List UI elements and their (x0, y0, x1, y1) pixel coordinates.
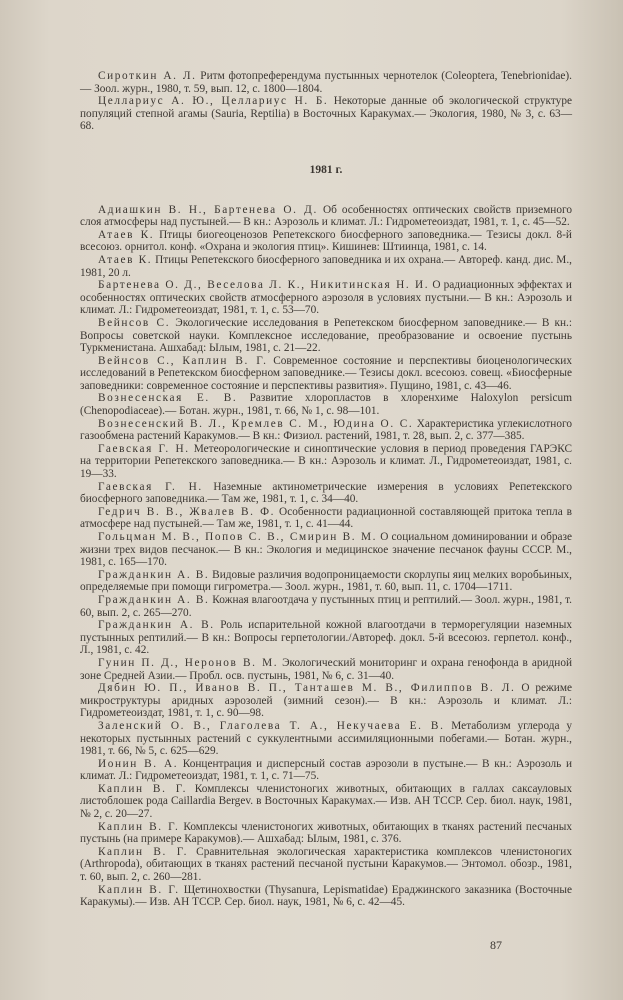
bibliography-entry (80, 821, 572, 846)
bibliography-entry (80, 418, 572, 443)
entry-text: Наземные актинометрические измерения в условиях Репетекского биосферного заповедника.— Там же, 1981, т. 1, с. 34—40. (80, 480, 572, 506)
entry-text: Щетинохвостки (Thysanura, Lepismatidae) Ераджинского заказника (Восточные Каракумы).— Изв. АН ТССР. Сер. биол. наук, 1981, № 6, с. 42—45. (80, 883, 572, 909)
bibliography-entry (80, 531, 572, 569)
entry-text: Птицы биогеоценозов Репетекского биосферного заповедника.— Тезисы докл. 8-й всесоюз. орнитол. конф. «Охрана и экология птиц». Кишинев: Штиинца, 1981, с. 14. (80, 228, 572, 254)
entry-author: Сироткин А. Л. (98, 70, 197, 82)
bibliography-entry (80, 95, 572, 133)
bibliography-entry (80, 317, 572, 355)
entry-text: Роль испарительной кожной влагоотдачи в терморегуляции наземных пустынных рептилий.— В кн.: Вопросы герпетологии./Автореф. докл. 5-й всесоюз. герпетол. конф., Л., 1981, с. 42. (80, 619, 572, 657)
year-heading: 1981 г. (309, 163, 343, 176)
entry-text: Об особенностях оптических свойств приземного слоя атмосферы над пустыней.— В кн.: Аэрозоль и климат. Л.: Гидрометеоиздат, 1981, т. 1, с. 45—52. (80, 203, 573, 229)
bibliography-entry (80, 355, 572, 393)
entry-author: Каплин В. Г. (98, 820, 180, 833)
bibliography-entry (80, 619, 572, 657)
entry-author: Каплин В. Г. (98, 883, 180, 896)
entry-author: Гражданкин А. В. (98, 568, 210, 581)
bibliography-entry (80, 506, 572, 531)
entry-author: Вознесенская Е. В. (98, 392, 238, 405)
entry-author: Каплин В. Г. (98, 782, 188, 795)
entry-author: Гедрич В. В., Жвалев В. Ф. (98, 505, 276, 518)
entry-author: Гражданкин А. В. (98, 619, 215, 632)
entry-text: О радиационных эффектах и особенностях оптических свойств атмосферного аэрозоля в условиях пустыни.— В кн.: Аэрозоль и климат. Л.: Гидрометеоиздат, 1981, т. 1, с. 53—70. (80, 279, 572, 317)
entry-text: О режиме микроструктуры аридных аэрозолей (зимний сезон).— В кн.: Аэрозоль и климат. Л.: Гидрометеоиздат, 1981, т. 1, с. 90—98. (80, 682, 572, 720)
entry-text: Концентрация и дисперсный состав аэрозоли в пустыне.— В кн.: Аэрозоль и климат. Л.: Гидрометеоиздат, 1981, т. 1, с. 71—75. (80, 757, 572, 783)
entry-text: Комплексы членистоногих животных, обитающих в тканях растений песчаных пустынь (на примере Каракумов).— Ашхабад: Ылым, 1981, с. 376. (80, 820, 572, 846)
entry-author: Дябин Ю. П., Иванов В. П., Танташев М. В., Филиппов В. Л. (98, 682, 516, 695)
entry-author: Гольцман М. В., Попов С. В., Смирин В. М. (98, 531, 378, 543)
entry-text: Экологический мониторинг и охрана генофонда в аридной зоне Средней Азии.— Пробл. осв. пустынь, 1981, № 6, с. 31—40. (80, 656, 573, 682)
entries-1981 (80, 204, 572, 909)
entry-author: Атаев К. (98, 228, 155, 241)
entry-text: Ритм фотопреферендума пустынных чернотелок (Coleoptera, Tenebrionidae).— Зоол. журн., 1980, т. 59, вып. 12, с. 1800—1804. (80, 70, 572, 95)
entry-text: Сравнительная экологическая характеристика комплексов членистоногих (Arthropoda), обитающих в тканях растений песчаной пустыни Каракумов.— Энтомол. обозр., 1981, т. 60, вып. 2, с. 260—281. (80, 845, 572, 884)
entry-text: О социальном доминировании и образе жизни трех видов песчанок.— В кн.: Экология и медицинское значение песчанок фауны СССР. М., 1981, с. 165—170. (80, 531, 572, 569)
entry-author: Вейнсов С. (98, 316, 171, 329)
entry-text: Комплексы членистоногих животных, обитающих в галлах саксауловых листоблошек рода Caillardia Bergev. в Восточных Каракумах.— Изв. АН ТССР. Сер. биол. наук, 1981, № 2, с. 20—27. (80, 782, 572, 821)
bibliography-entry (80, 657, 572, 682)
entry-author: Ионин В. А. (98, 757, 179, 770)
bibliography-entry (80, 846, 572, 884)
bibliography-entry (80, 569, 572, 594)
entry-text: Развитие хлоропластов в хлоренхиме Haloxylon persicum (Chenopodiaceae).— Ботан. журн., 1981, т. 66, № 1, с. 98—101. (80, 392, 572, 418)
bibliography-entry (80, 279, 572, 317)
entry-author: Вейнсов С., Каплин В. Г. (98, 354, 268, 367)
bibliography-entry (80, 254, 572, 279)
entry-author: Заленский О. В., Глаголева Т. А., Некучаева Е. В. (98, 719, 445, 732)
entry-text: Метаболизм углерода у некоторых пустынных растений с суккулентными ассимиляционными побегами.— Ботан. журн., 1981, т. 66, № 5, с. 625—629. (80, 719, 572, 758)
bibliography-entry (80, 481, 572, 506)
entry-text: Современное состояние и перспективы биоценологических исследований в Репетекском биосферном заповеднике.— Тезисы докл. всесоюз. совещ. «Биосферные заповедники: современное состояние и перспективы развития». Пущино, 1981, с. 43—46. (80, 354, 572, 392)
page-number: 87 (490, 938, 502, 952)
entry-text: Метеорологические и синоптические условия в период проведения ГАРЭКС на территории Репетекского заповедника.— В кн.: Аэрозоль и климат. Л., Гидрометеоиздат, 1981, с. 19—33. (80, 442, 572, 481)
entry-text: Характеристика углекислотного газообмена растений Каракумов.— В кн.: Физиол. растений, 1981, т. 28, вып. 2, с. 377—385. (80, 417, 572, 443)
bibliography-entry (80, 70, 572, 95)
entry-author: Вознесенский В. Л., Кремлев С. М., Юдина О. С. (98, 417, 414, 430)
entry-text: Птицы Репетекского биосферного заповедника и их охрана.— Автореф. канд. дис. М., 1981, 20 л. (80, 253, 572, 279)
entry-author: Гражданкин А. В. (98, 593, 210, 606)
bibliography-entry (80, 204, 572, 229)
bibliography-entry (80, 884, 572, 909)
entry-text: Особенности радиационной составляющей притока тепла в атмосфере над пустыней.— Там же, 1981, т. 1, с. 41—44. (80, 505, 572, 531)
entry-author: Атаев К. (98, 253, 153, 266)
bibliography-entry (80, 783, 572, 821)
bibliography-entry (80, 229, 572, 254)
bibliography-entry (80, 594, 572, 619)
bibliography-entry (80, 720, 572, 758)
entry-author: Гунин П. Д., Неронов В. М. (98, 656, 279, 669)
entry-author: Гаевская Г. Н. (98, 480, 203, 493)
entries-1980 (80, 70, 572, 133)
entry-author: Бартенева О. Д., Веселова Л. К., Никитинская Н. И. (98, 279, 430, 292)
bibliography-page (80, 70, 572, 909)
entry-text: Экологические исследования в Репетекском биосферном заповеднике.— В кн.: Вопросы советской науки. Комплексное исследование, преобразование и освоение пустынь Туркменистана. Ашхабад: Ылым, 1981, с. 21—22. (80, 316, 572, 355)
entry-author: Каплин В. Г. (98, 845, 188, 858)
entry-text: Кожная влагоотдача у пустынных птиц и рептилий.— Зоол. журн., 1981, т. 60, вып. 2, с. 265—270. (80, 593, 572, 619)
bibliography-entry (80, 682, 572, 720)
entry-author: Гаевская Г. Н. (98, 442, 190, 455)
bibliography-entry (80, 392, 572, 417)
bibliography-entry (80, 758, 572, 783)
entry-text: Некоторые данные об экологической структуре популяций степной агамы (Sauria, Reptilia) в Восточных Каракумах.— Экология, 1980, № 3, с. 63—68. (80, 95, 572, 133)
bibliography-entry (80, 443, 572, 481)
entry-author: Целлариус А. Ю., Целлариус Н. Б. (98, 95, 329, 108)
entry-author: Адиашкин В. Н., Бартенева О. Д. (98, 203, 318, 216)
entry-text: Видовые различия водопроницаемости скорлупы яиц мелких воробьиных, определяемые при помощи гигрометра.— Зоол. журн., 1981, т. 60, вып. 11, с. 1704—1711. (80, 568, 573, 594)
